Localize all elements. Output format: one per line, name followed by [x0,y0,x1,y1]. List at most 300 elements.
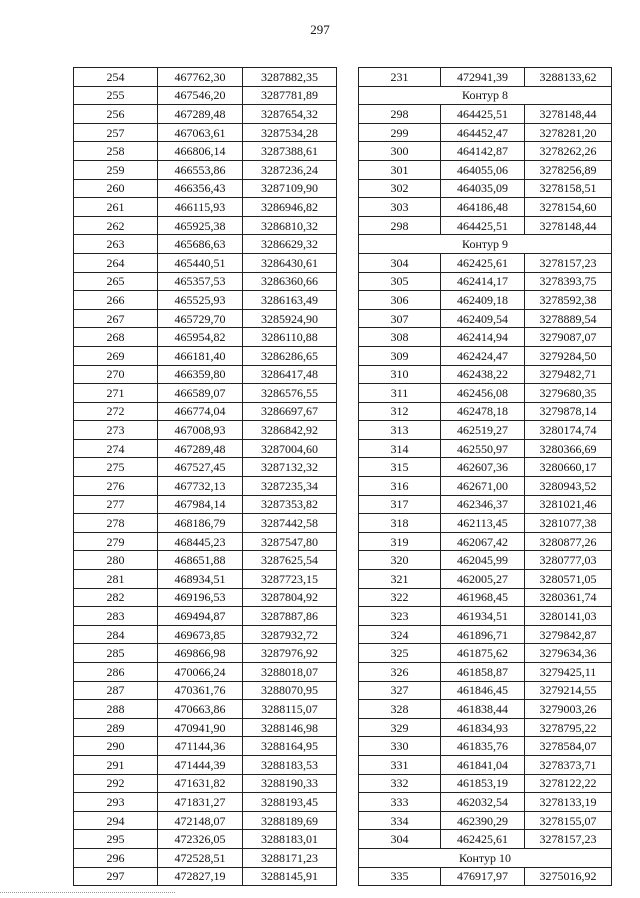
point-number: 282 [74,588,158,607]
coordinate-y: 3279284,50 [525,346,612,365]
point-number: 274 [74,439,158,458]
coordinate-x: 472827,19 [158,867,243,886]
table-row [74,811,337,830]
point-number: 297 [74,867,158,886]
point-number: 332 [359,774,441,793]
table-row [74,328,337,347]
table-row [359,644,612,663]
coordinate-x: 461835,76 [441,737,525,756]
point-number: 260 [74,179,158,198]
coordinate-y: 3288171,23 [243,848,337,867]
point-number: 294 [74,811,158,830]
coordinate-x: 462414,17 [441,272,525,291]
point-number: 300 [359,142,441,161]
coordinate-x: 462478,18 [441,402,525,421]
coordinate-y: 3278373,71 [525,755,612,774]
coordinate-y: 3287004,60 [243,439,337,458]
coordinate-y: 3287132,32 [243,458,337,477]
table-row [74,570,337,589]
contour-heading-row [359,848,612,867]
coordinate-y: 3287235,34 [243,477,337,496]
table-row [74,365,337,384]
point-number: 302 [359,179,441,198]
coordinate-y: 3287723,15 [243,570,337,589]
point-number: 307 [359,309,441,328]
point-number: 327 [359,681,441,700]
coordinate-y: 3278795,22 [525,718,612,737]
table-row [359,402,612,421]
coordinate-x: 462409,18 [441,291,525,310]
point-number: 288 [74,700,158,719]
coordinate-y: 3280571,05 [525,570,612,589]
coordinate-y: 3288115,07 [243,700,337,719]
table-row [74,737,337,756]
point-number: 264 [74,253,158,272]
table-row [359,439,612,458]
table-row [359,737,612,756]
point-number: 329 [359,718,441,737]
point-number: 293 [74,793,158,812]
coordinate-x: 462045,99 [441,551,525,570]
coordinate-x: 472326,05 [158,830,243,849]
table-row [74,68,337,87]
point-number: 273 [74,421,158,440]
coordinate-y: 3278157,23 [525,830,612,849]
coordinate-x: 462005,27 [441,570,525,589]
coordinate-y: 3278157,23 [525,253,612,272]
coordinate-y: 3287654,32 [243,105,337,124]
table-row [74,142,337,161]
coordinate-y: 3287388,61 [243,142,337,161]
coordinate-y: 3278393,75 [525,272,612,291]
coordinate-x: 469196,53 [158,588,243,607]
coordinate-x: 469673,85 [158,625,243,644]
coordinate-x: 471144,36 [158,737,243,756]
point-number: 271 [74,384,158,403]
point-number: 311 [359,384,441,403]
coordinate-x: 476917,97 [441,867,525,886]
point-number: 318 [359,514,441,533]
coordinate-x: 461841,04 [441,755,525,774]
coordinate-y: 3280943,52 [525,477,612,496]
point-number: 312 [359,402,441,421]
point-number: 268 [74,328,158,347]
coordinate-y: 3286842,92 [243,421,337,440]
coordinate-y: 3288133,62 [525,68,612,87]
left-table-body [74,68,337,886]
table-row [359,774,612,793]
point-number: 290 [74,737,158,756]
table-row [359,68,612,87]
point-number: 265 [74,272,158,291]
point-number: 335 [359,867,441,886]
coordinate-y: 3279634,36 [525,644,612,663]
coordinate-x: 464425,51 [441,216,525,235]
point-number: 266 [74,291,158,310]
point-number: 289 [74,718,158,737]
point-number: 325 [359,644,441,663]
table-row [359,179,612,198]
point-number: 275 [74,458,158,477]
coordinate-y: 3286430,61 [243,253,337,272]
table-row [74,439,337,458]
coordinate-x: 462607,36 [441,458,525,477]
point-number: 269 [74,346,158,365]
table-row [359,458,612,477]
coordinate-y: 3287887,86 [243,607,337,626]
coordinate-y: 3288146,98 [243,718,337,737]
table-row [74,551,337,570]
table-row [359,477,612,496]
coordinate-y: 3279425,11 [525,663,612,682]
table-row [359,755,612,774]
coordinate-x: 467289,48 [158,105,243,124]
point-number: 320 [359,551,441,570]
contour-heading-row [359,235,612,254]
table-row [359,700,612,719]
table-row [74,402,337,421]
coordinate-x: 462671,00 [441,477,525,496]
table-row [359,811,612,830]
point-number: 313 [359,421,441,440]
coordinate-y: 3288183,01 [243,830,337,849]
table-row [74,588,337,607]
coordinates-table-right [358,67,612,886]
coordinate-y: 3288183,53 [243,755,337,774]
table-row [74,514,337,533]
coordinate-y: 3287236,24 [243,160,337,179]
coordinate-y: 3280777,03 [525,551,612,570]
table-row [74,625,337,644]
coordinate-y: 3278155,07 [525,811,612,830]
point-number: 283 [74,607,158,626]
point-number: 324 [359,625,441,644]
table-row [359,588,612,607]
table-row [74,123,337,142]
coordinate-x: 464452,47 [441,123,525,142]
table-row [359,607,612,626]
point-number: 261 [74,198,158,217]
point-number: 280 [74,551,158,570]
point-number: 256 [74,105,158,124]
coordinate-x: 465954,82 [158,328,243,347]
point-number: 334 [359,811,441,830]
coordinate-x: 469494,87 [158,607,243,626]
coordinate-x: 462390,29 [441,811,525,830]
point-number: 272 [74,402,158,421]
coordinate-x: 465357,53 [158,272,243,291]
table-row [74,272,337,291]
table-row [359,793,612,812]
coordinate-x: 465440,51 [158,253,243,272]
table-row [359,216,612,235]
point-number: 326 [359,663,441,682]
coordinate-y: 3286110,88 [243,328,337,347]
coordinate-x: 471444,39 [158,755,243,774]
coordinate-x: 467546,20 [158,86,243,105]
point-number: 314 [359,439,441,458]
coordinate-x: 462424,47 [441,346,525,365]
footer-rule [0,892,175,893]
coordinate-x: 470361,76 [158,681,243,700]
contour-heading: Контур 10 [359,848,612,867]
coordinate-y: 3286286,65 [243,346,337,365]
coordinate-y: 3278262,26 [525,142,612,161]
point-number: 257 [74,123,158,142]
coordinate-y: 3287625,54 [243,551,337,570]
point-number: 321 [359,570,441,589]
coordinate-y: 3280174,74 [525,421,612,440]
coordinate-y: 3279680,35 [525,384,612,403]
table-row [359,346,612,365]
coordinate-x: 461838,44 [441,700,525,719]
table-row [74,681,337,700]
coordinate-x: 466359,80 [158,365,243,384]
point-number: 287 [74,681,158,700]
table-row [359,142,612,161]
point-number: 270 [74,365,158,384]
point-number: 267 [74,309,158,328]
coordinate-x: 465729,70 [158,309,243,328]
coordinate-y: 3278122,22 [525,774,612,793]
table-row [74,495,337,514]
point-number: 333 [359,793,441,812]
point-number: 281 [74,570,158,589]
point-number: 304 [359,253,441,272]
coordinate-x: 462550,97 [441,439,525,458]
coordinate-y: 3278889,54 [525,309,612,328]
coordinate-x: 464055,06 [441,160,525,179]
point-number: 322 [359,588,441,607]
coordinate-x: 462456,08 [441,384,525,403]
coordinate-x: 471631,82 [158,774,243,793]
coordinate-y: 3279214,55 [525,681,612,700]
coordinate-y: 3279482,71 [525,365,612,384]
point-number: 276 [74,477,158,496]
coordinate-y: 3288070,95 [243,681,337,700]
table-row [359,532,612,551]
coordinate-x: 462113,45 [441,514,525,533]
coordinate-x: 461853,19 [441,774,525,793]
contour-heading: Контур 9 [359,235,612,254]
coordinate-y: 3278281,20 [525,123,612,142]
point-number: 328 [359,700,441,719]
table-row [74,179,337,198]
point-number: 304 [359,830,441,849]
coordinate-x: 468186,79 [158,514,243,533]
coordinate-y: 3278154,60 [525,198,612,217]
point-number: 291 [74,755,158,774]
coordinate-y: 3285924,90 [243,309,337,328]
table-row [74,346,337,365]
table-row [74,421,337,440]
coordinate-x: 461875,62 [441,644,525,663]
table-row [74,830,337,849]
coordinate-y: 3286360,66 [243,272,337,291]
coordinate-x: 462425,61 [441,253,525,272]
table-row [359,663,612,682]
table-row [359,570,612,589]
coordinate-y: 3279842,87 [525,625,612,644]
coordinate-x: 464035,09 [441,179,525,198]
point-number: 286 [74,663,158,682]
coordinate-x: 466181,40 [158,346,243,365]
table-row [359,551,612,570]
table-row [74,532,337,551]
point-number: 310 [359,365,441,384]
coordinate-x: 468934,51 [158,570,243,589]
coordinate-x: 466589,07 [158,384,243,403]
coordinate-y: 3275016,92 [525,867,612,886]
point-number: 319 [359,532,441,551]
table-row [359,495,612,514]
coordinate-x: 468651,88 [158,551,243,570]
coordinate-y: 3287547,80 [243,532,337,551]
coordinate-y: 3280361,74 [525,588,612,607]
table-row [74,309,337,328]
coordinate-y: 3287353,82 [243,495,337,514]
point-number: 317 [359,495,441,514]
coordinate-x: 466774,04 [158,402,243,421]
table-row [74,291,337,310]
coordinate-x: 466553,86 [158,160,243,179]
coordinate-y: 3286697,67 [243,402,337,421]
table-row [359,198,612,217]
coordinate-y: 3280877,26 [525,532,612,551]
coordinate-x: 461968,45 [441,588,525,607]
coordinate-y: 3278148,44 [525,216,612,235]
point-number: 315 [359,458,441,477]
table-row [74,700,337,719]
table-row [359,718,612,737]
coordinate-y: 3286629,32 [243,235,337,254]
coordinate-x: 462414,94 [441,328,525,347]
table-row [74,198,337,217]
table-row [359,421,612,440]
coordinate-x: 461834,93 [441,718,525,737]
coordinate-x: 464186,48 [441,198,525,217]
table-row [359,867,612,886]
coordinate-x: 467289,48 [158,439,243,458]
coordinate-x: 467008,93 [158,421,243,440]
point-number: 295 [74,830,158,849]
table-row [74,160,337,179]
point-number: 279 [74,532,158,551]
point-number: 306 [359,291,441,310]
coordinate-y: 3278584,07 [525,737,612,756]
table-row [359,253,612,272]
table-row [359,272,612,291]
point-number: 292 [74,774,158,793]
coordinate-x: 462032,54 [441,793,525,812]
point-number: 285 [74,644,158,663]
coordinate-y: 3278148,44 [525,105,612,124]
table-row [74,235,337,254]
point-number: 331 [359,755,441,774]
page-number: 297 [310,22,330,37]
coordinate-x: 462438,22 [441,365,525,384]
coordinate-x: 462409,54 [441,309,525,328]
right-table-body [359,68,612,886]
table-row [74,216,337,235]
coordinate-y: 3287932,72 [243,625,337,644]
table-row [359,105,612,124]
coordinate-x: 464142,87 [441,142,525,161]
table-row [74,384,337,403]
point-number: 316 [359,477,441,496]
coordinate-x: 472148,07 [158,811,243,830]
table-row [359,625,612,644]
coordinate-y: 3278256,89 [525,160,612,179]
table-row [359,328,612,347]
table-row [74,774,337,793]
table-row [359,681,612,700]
coordinate-x: 462519,27 [441,421,525,440]
point-number: 299 [359,123,441,142]
contour-heading-row [359,86,612,105]
coordinate-y: 3280660,17 [525,458,612,477]
coordinate-x: 461896,71 [441,625,525,644]
point-number: 323 [359,607,441,626]
coordinate-y: 3287882,35 [243,68,337,87]
coordinate-y: 3288145,91 [243,867,337,886]
coordinate-y: 3288018,07 [243,663,337,682]
point-number: 309 [359,346,441,365]
coordinate-x: 466356,43 [158,179,243,198]
point-number: 303 [359,198,441,217]
table-row [359,309,612,328]
point-number: 298 [359,105,441,124]
point-number: 258 [74,142,158,161]
table-row [359,365,612,384]
point-number: 254 [74,68,158,87]
coordinate-x: 461858,87 [441,663,525,682]
point-number: 298 [359,216,441,235]
coordinate-y: 3278133,19 [525,793,612,812]
coordinate-x: 468445,23 [158,532,243,551]
coordinate-x: 466115,93 [158,198,243,217]
coordinate-y: 3280141,03 [525,607,612,626]
table-row [74,718,337,737]
coordinate-x: 472941,39 [441,68,525,87]
coordinate-x: 464425,51 [441,105,525,124]
coordinate-x: 465525,93 [158,291,243,310]
coordinate-x: 461846,45 [441,681,525,700]
coordinate-x: 466806,14 [158,142,243,161]
point-number: 263 [74,235,158,254]
coordinate-x: 470066,24 [158,663,243,682]
table-row [74,477,337,496]
coordinate-x: 469866,98 [158,644,243,663]
table-row [359,830,612,849]
point-number: 305 [359,272,441,291]
coordinate-x: 461934,51 [441,607,525,626]
point-number: 277 [74,495,158,514]
point-number: 255 [74,86,158,105]
table-row [74,86,337,105]
coordinate-y: 3286163,49 [243,291,337,310]
coordinate-y: 3279878,14 [525,402,612,421]
table-row [74,663,337,682]
coordinate-y: 3287442,58 [243,514,337,533]
coordinate-x: 462346,37 [441,495,525,514]
coordinate-x: 467063,61 [158,123,243,142]
table-row [359,291,612,310]
coordinate-x: 462425,61 [441,830,525,849]
table-row [74,755,337,774]
coordinate-y: 3287534,28 [243,123,337,142]
point-number: 284 [74,625,158,644]
